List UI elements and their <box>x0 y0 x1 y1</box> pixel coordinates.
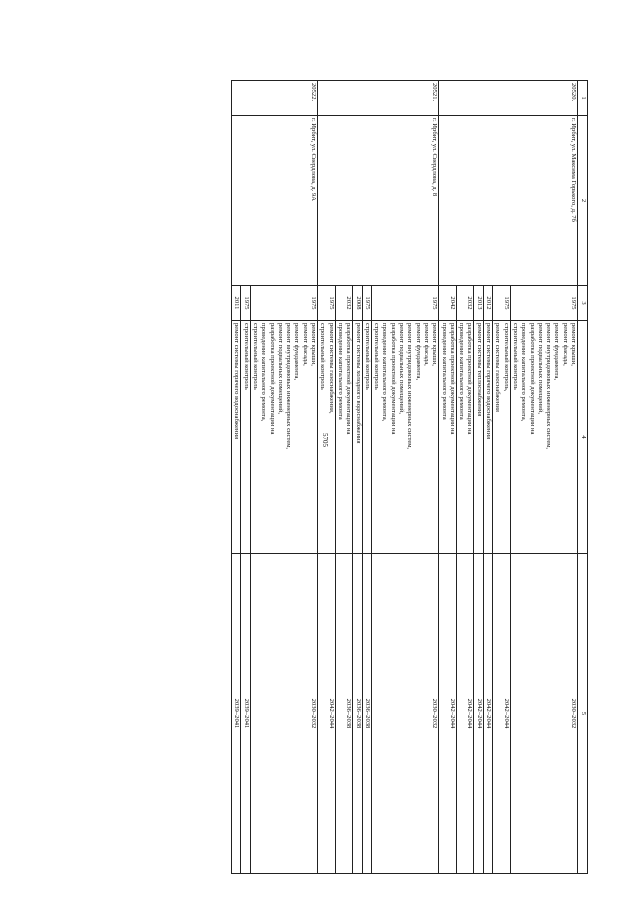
year-cell: 2008 <box>353 286 362 321</box>
period-cell: 2036–2038 <box>335 554 353 874</box>
period-cell: 2042–2044 <box>439 554 457 874</box>
column-header: 5 <box>578 554 588 874</box>
work-description-cell: ремонт системы горячего водоснабжения <box>232 321 241 554</box>
period-cell: 2039–2041 <box>232 554 241 874</box>
work-description-cell: разработка проектной документации на проведение капитального ремонта <box>456 321 474 554</box>
year-cell: 1975 <box>493 286 511 321</box>
work-description-cell: строительный контроль, ремонт системы газоснабжения <box>493 321 511 554</box>
work-description-cell: ремонт системы холодного водоснабжения <box>353 321 362 554</box>
work-description-cell: разработка проектной документации на проведение капитального ремонта <box>439 321 457 554</box>
rotated-page <box>88 80 588 848</box>
table-body <box>232 81 578 874</box>
work-description-cell: ремонт крыши, ремонт фасада, ремонт фундамента, ремонт внутридомовых инженерных систем, ремонт подвальных помещений, разработка проектной документации на проведение капитального ремонта, строительный контроль <box>510 321 577 554</box>
year-cell: 2032 <box>335 286 353 321</box>
object-number: 20520. <box>439 81 578 116</box>
work-description-cell: строительный контроль <box>241 321 250 554</box>
repair-schedule-table <box>231 80 588 874</box>
table-row <box>510 81 577 874</box>
work-description-cell: ремонт системы теплоснабжения <box>474 321 483 554</box>
year-cell: 1975 <box>250 286 317 321</box>
table-header-row <box>578 81 588 874</box>
year-cell: 1975 <box>371 286 438 321</box>
year-cell: 1975 <box>241 286 250 321</box>
work-description-cell: строительный контроль <box>362 321 371 554</box>
column-header: 2 <box>578 116 588 286</box>
work-description-cell: ремонт системы горячего водоснабжения <box>483 321 492 554</box>
page-number: 5705 <box>321 433 329 447</box>
object-number: 20521. <box>318 81 439 116</box>
year-cell: 2012 <box>483 286 492 321</box>
column-header: 4 <box>578 321 588 554</box>
work-description-cell: ремонт крыши, ремонт фасада, ремонт фундамента, ремонт внутридомовых инженерных систем, ремонт подвальных помещений, разработка проектной документации на проведение капитального ремонта, строительный контроль <box>371 321 438 554</box>
period-cell: 2042–2044 <box>318 554 336 874</box>
period-cell: 2036–2038 <box>353 554 362 874</box>
work-description-cell: ремонт крыши, ремонт фасада, ремонт фундамента, ремонт внутридомовых инженерных систем, ремонт подвальных помещений, разработка проектной документации на проведение капитального ремонта, строительный контроль <box>250 321 317 554</box>
period-cell: 2030–2032 <box>250 554 317 874</box>
period-cell: 2042–2044 <box>456 554 474 874</box>
work-description-cell: ремонт системы газоснабжения, строительный контроль <box>318 321 336 554</box>
year-cell: 1975 <box>318 286 336 321</box>
year-cell: 1975 <box>510 286 577 321</box>
year-cell: 1975 <box>362 286 371 321</box>
period-cell: 2042–2044 <box>483 554 492 874</box>
column-header: 1 <box>578 81 588 116</box>
period-cell: 2042–2044 <box>474 554 483 874</box>
period-cell: 2039–2041 <box>241 554 250 874</box>
year-cell: 2011 <box>232 286 241 321</box>
year-cell: 2042 <box>439 286 457 321</box>
period-cell: 2042–2044 <box>493 554 511 874</box>
table-row <box>250 81 317 874</box>
table-row <box>371 81 438 874</box>
object-address: г. Ирбит, ул. Максима Горького, д. 7б <box>439 116 578 286</box>
year-cell: 2013 <box>474 286 483 321</box>
period-cell: 2030–2032 <box>510 554 577 874</box>
period-cell: 2030–2032 <box>371 554 438 874</box>
object-number: 20522. <box>232 81 318 116</box>
object-address: г. Ирбит, ул. Свердлова, д. 8 <box>318 116 439 286</box>
column-header: 3 <box>578 286 588 321</box>
object-address: г. Ирбит, ул. Свердлова, д. 9А <box>232 116 318 286</box>
period-cell: 2036–2038 <box>362 554 371 874</box>
work-description-cell: разработка проектной документации на проведение капитального ремонта <box>335 321 353 554</box>
year-cell: 2032 <box>456 286 474 321</box>
